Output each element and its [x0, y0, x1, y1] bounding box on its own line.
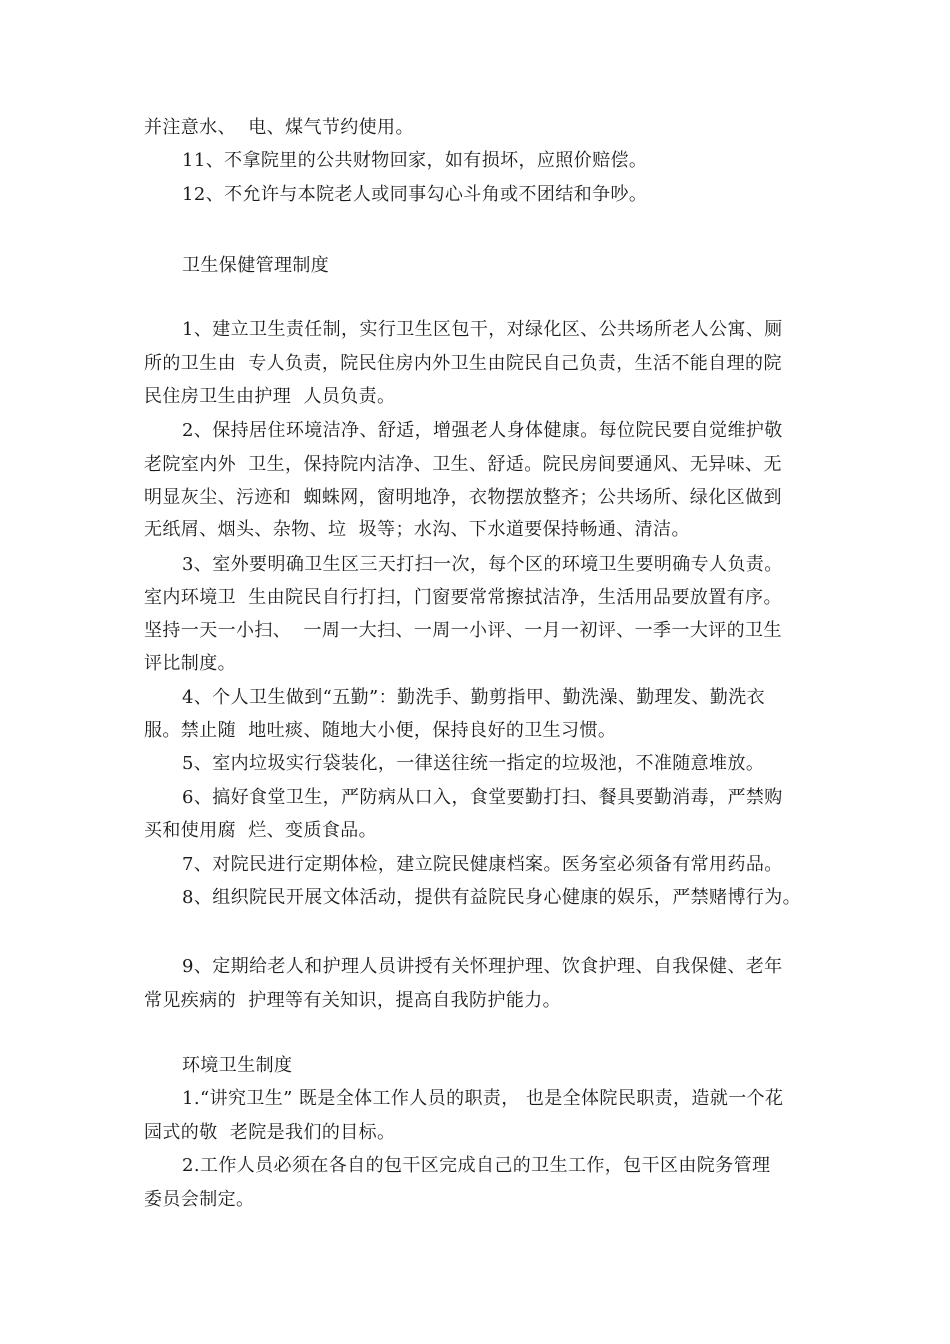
text-line: 4、个人卫生做到“五勤”：勤洗手、勤剪指甲、勤洗澡、勤理发、勤洗衣 — [182, 687, 766, 708]
text-line: 常见疾病的 护理等有关知识，提高自我防护能力。 — [144, 990, 562, 1011]
text-line: 2.工作人员必须在各自的包干区完成自己的卫生工作，包干区由院务管理 — [182, 1155, 771, 1176]
section-title: 卫生保健管理制度 — [182, 255, 330, 276]
text-line: 园式的敬 老院是我们的目标。 — [144, 1122, 396, 1143]
text-line: 1.“讲究卫生” 既是全体工作人员的职责， 也是全体院民职责，造就一个花 — [182, 1088, 784, 1109]
text-line: 3、室外要明确卫生区三天打扫一次，每个区的环境卫生要明确专人负责。 — [182, 554, 783, 575]
text-line: 无纸屑、烟头、杂物、垃 圾等；水沟、下水道要保持畅通、清洁。 — [144, 519, 690, 540]
text-line: 2、保持居住环境洁净、舒适，增强老人身体健康。每位院民要自觉维护敬 — [182, 420, 783, 441]
text-line: 所的卫生由 专人负责，院民住房内外卫生由院民自己负责，生活不能自理的院 — [144, 353, 782, 374]
text-line: 6、搞好食堂卫生，严防病从口入，食堂要勤打扫、餐具要勤消毒，严禁购 — [182, 787, 783, 808]
section-title: 环境卫生制度 — [182, 1055, 293, 1076]
text-line: 买和使用腐 烂、变质食品。 — [144, 820, 378, 841]
text-line: 评比制度。 — [144, 653, 236, 674]
text-line: 明显灰尘、污迹和 蜘蛛网，窗明地净，衣物摆放整齐；公共场所、绿化区做到 — [144, 487, 782, 508]
text-line: 委员会制定。 — [144, 1189, 255, 1210]
text-line: 并注意水、 电、煤气节约使用。 — [144, 117, 414, 138]
text-line: 室内环境卫 生由院民自行打扫，门窗要常常擦拭洁净，生活用品要放置有序。 — [144, 587, 782, 608]
text-line: 5、室内垃圾实行袋装化，一律送往统一指定的垃圾池，不准随意堆放。 — [182, 753, 765, 774]
text-line: 服。禁止随 地吐痰、随地大小便，保持良好的卫生习惯。 — [144, 720, 617, 741]
text-line: 1、建立卫生责任制，实行卫生区包干，对绿化区、公共场所老人公寓、厕 — [182, 319, 783, 340]
text-line: 11、不拿院里的公共财物回家，如有损坏，应照价赔偿。 — [182, 150, 648, 171]
text-line: 9、定期给老人和护理人员讲授有关怀理护理、饮食护理、自我保健、老年 — [182, 956, 783, 977]
text-line: 8、组织院民开展文体活动，提供有益院民身心健康的娱乐，严禁赌博行为。 — [182, 887, 802, 908]
text-line: 12、不允许与本院老人或同事勾心斗角或不团结和争吵。 — [182, 184, 648, 205]
text-line: 坚持一天一小扫、 一周一大扫、一周一小评、一月一初评、一季一大评的卫生 — [144, 620, 782, 641]
text-line: 老院室内外 卫生，保持院内洁净、卫生、舒适。院民房间要通风、无异味、无 — [144, 454, 782, 475]
text-line: 7、对院民进行定期体检，建立院民健康档案。医务室必须备有常用药品。 — [182, 854, 783, 875]
text-line: 民住房卫生由护理 人员负责。 — [144, 386, 396, 407]
